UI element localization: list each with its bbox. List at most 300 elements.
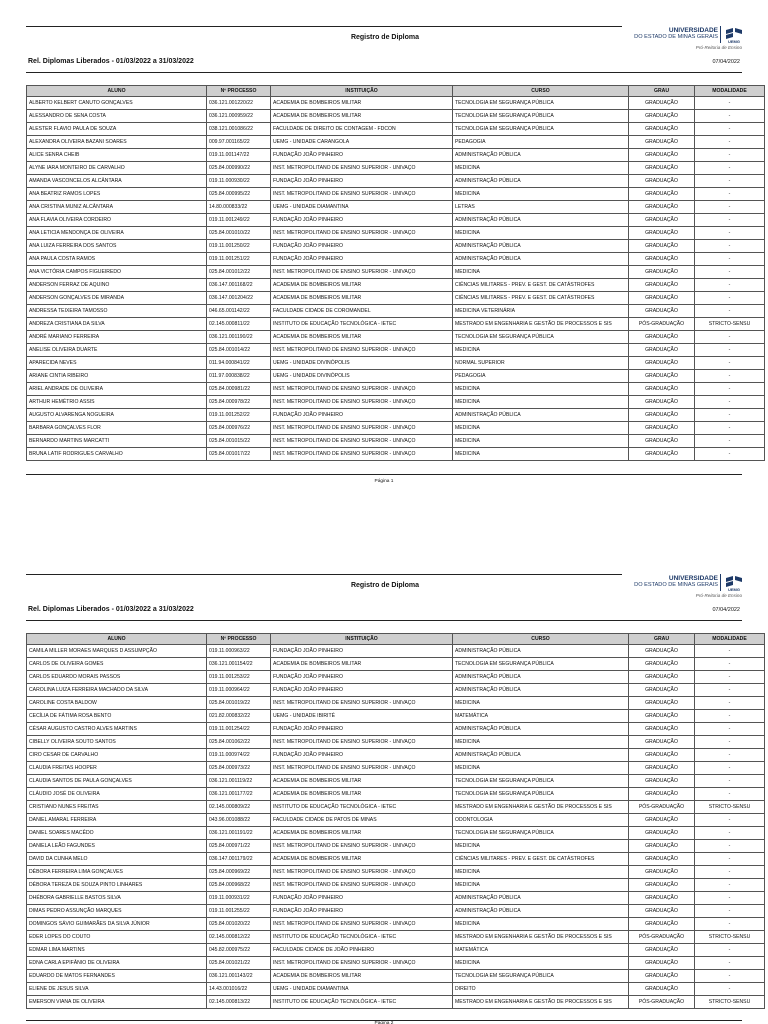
instituicao-header: INSTITUIÇÃO bbox=[271, 86, 453, 97]
table-row bbox=[27, 175, 765, 188]
modality-cell: - bbox=[695, 448, 765, 461]
process-number-cell: 025.84.000995/22 bbox=[207, 188, 271, 201]
student-name-cell: CAROLINA LUIZA FERREIRA MACHADO DA SILVA bbox=[27, 684, 207, 697]
modality-cell: - bbox=[695, 240, 765, 253]
header-rule bbox=[26, 26, 622, 27]
table-row bbox=[27, 736, 765, 749]
process-number-cell: 025.84.000978/22 bbox=[207, 396, 271, 409]
process-number-cell: 045.82.000975/22 bbox=[207, 944, 271, 957]
processo-header: Nº PROCESSO bbox=[207, 86, 271, 97]
degree-cell: GRADUAÇÃO bbox=[629, 227, 695, 240]
course-cell: TECNOLOGIA EM SEGURANÇA PÚBLICA bbox=[453, 331, 629, 344]
student-name-cell: ANA CRISTINA MUNIZ ALCÂNTARA bbox=[27, 201, 207, 214]
table-row bbox=[27, 905, 765, 918]
course-cell: TECNOLOGIA EM SEGURANÇA PÚBLICA bbox=[453, 775, 629, 788]
logo-separator bbox=[720, 574, 721, 591]
modality-cell: - bbox=[695, 983, 765, 996]
uemg-mark-icon bbox=[724, 26, 744, 44]
course-cell: MEDICINA bbox=[453, 435, 629, 448]
table-row bbox=[27, 684, 765, 697]
institution-cell: INST. METROPOLITANO DE ENSINO SUPERIOR - UNIVAÇO bbox=[271, 266, 453, 279]
modality-cell: - bbox=[695, 175, 765, 188]
student-name-cell: CAMILA MILLER MORAES MARQUES D ASSUMPÇÃO bbox=[27, 645, 207, 658]
student-name-cell: ANA BEATRIZ RAMOS LOPES bbox=[27, 188, 207, 201]
process-number-cell: 02.145.000813/22 bbox=[207, 996, 271, 1009]
institution-cell: ACADEMIA DE BOMBEIROS MILITAR bbox=[271, 788, 453, 801]
table-row bbox=[27, 879, 765, 892]
process-number-cell: 046.65.001142/22 bbox=[207, 305, 271, 318]
institution-cell: INST. METROPOLITANO DE ENSINO SUPERIOR - UNIVAÇO bbox=[271, 435, 453, 448]
modality-cell: - bbox=[695, 814, 765, 827]
course-cell: TECNOLOGIA EM SEGURANÇA PÚBLICA bbox=[453, 97, 629, 110]
degree-cell: GRADUAÇÃO bbox=[629, 957, 695, 970]
modality-cell: - bbox=[695, 331, 765, 344]
subheader-rule bbox=[26, 72, 742, 73]
table-row bbox=[27, 931, 765, 944]
degree-cell: GRADUAÇÃO bbox=[629, 97, 695, 110]
table-row bbox=[27, 775, 765, 788]
report-date: 07/04/2022 bbox=[712, 59, 740, 65]
institution-cell: INSTITUTO DE EDUCAÇÃO TECNOLÓGICA - IETEC bbox=[271, 996, 453, 1009]
report-page-2 bbox=[0, 548, 768, 1024]
instituicao-header: INSTITUIÇÃO bbox=[271, 634, 453, 645]
institution-cell: ACADEMIA DE BOMBEIROS MILITAR bbox=[271, 110, 453, 123]
modality-cell: - bbox=[695, 749, 765, 762]
degree-cell: GRADUAÇÃO bbox=[629, 866, 695, 879]
process-number-cell: 02.145.000811/22 bbox=[207, 318, 271, 331]
degree-cell: GRADUAÇÃO bbox=[629, 188, 695, 201]
table-row bbox=[27, 983, 765, 996]
table-row bbox=[27, 970, 765, 983]
modality-cell: - bbox=[695, 292, 765, 305]
course-cell: TECNOLOGIA EM SEGURANÇA PÚBLICA bbox=[453, 788, 629, 801]
modality-cell: - bbox=[695, 214, 765, 227]
diplomas-table bbox=[26, 633, 765, 1009]
institution-cell: INST. METROPOLITANO DE ENSINO SUPERIOR - UNIVAÇO bbox=[271, 227, 453, 240]
logo-line-2: DO ESTADO DE MINAS GERAIS bbox=[634, 34, 718, 40]
institution-cell: INSTITUTO DE EDUCAÇÃO TECNOLÓGICA - IETEC bbox=[271, 318, 453, 331]
student-name-cell: BARBARA GONÇALVES FLOR bbox=[27, 422, 207, 435]
student-name-cell: ALESTER FLAVIO PAULA DE SOUZA bbox=[27, 123, 207, 136]
table-row bbox=[27, 110, 765, 123]
modality-cell: - bbox=[695, 866, 765, 879]
table-row bbox=[27, 344, 765, 357]
modality-cell: - bbox=[695, 892, 765, 905]
degree-cell: GRADUAÇÃO bbox=[629, 827, 695, 840]
student-name-cell: CLAUDIA FREITAS HOOPER bbox=[27, 762, 207, 775]
student-name-cell: CARLOS EDUARDO MORAIS PASSOS bbox=[27, 671, 207, 684]
process-number-cell: 019.11.001249/22 bbox=[207, 214, 271, 227]
course-cell: ADMINISTRAÇÃO PÚBLICA bbox=[453, 214, 629, 227]
process-number-cell: 036.147.001179/22 bbox=[207, 853, 271, 866]
degree-cell: GRADUAÇÃO bbox=[629, 292, 695, 305]
table-row bbox=[27, 710, 765, 723]
degree-cell: GRADUAÇÃO bbox=[629, 736, 695, 749]
table-row bbox=[27, 827, 765, 840]
course-cell: MESTRADO EM ENGENHARIA E GESTÃO DE PROCESSOS E SIS bbox=[453, 318, 629, 331]
process-number-cell: 025.84.000971/22 bbox=[207, 840, 271, 853]
degree-cell: GRADUAÇÃO bbox=[629, 396, 695, 409]
degree-cell: GRADUAÇÃO bbox=[629, 253, 695, 266]
process-number-cell: 025.84.000990/22 bbox=[207, 162, 271, 175]
modality-cell: - bbox=[695, 840, 765, 853]
table-row bbox=[27, 97, 765, 110]
degree-cell: GRADUAÇÃO bbox=[629, 240, 695, 253]
modality-cell: - bbox=[695, 162, 765, 175]
course-cell: TECNOLOGIA EM SEGURANÇA PÚBLICA bbox=[453, 658, 629, 671]
course-cell: ODONTOLOGIA bbox=[453, 814, 629, 827]
degree-cell: GRADUAÇÃO bbox=[629, 788, 695, 801]
process-number-cell: 02.145.000809/22 bbox=[207, 801, 271, 814]
course-cell: NORMAL SUPERIOR bbox=[453, 357, 629, 370]
course-cell: TECNOLOGIA EM SEGURANÇA PÚBLICA bbox=[453, 123, 629, 136]
process-number-cell: 036.121.001191/22 bbox=[207, 827, 271, 840]
degree-cell: GRADUAÇÃO bbox=[629, 357, 695, 370]
table-row bbox=[27, 723, 765, 736]
institution-cell: INST. METROPOLITANO DE ENSINO SUPERIOR - UNIVAÇO bbox=[271, 383, 453, 396]
degree-cell: GRADUAÇÃO bbox=[629, 123, 695, 136]
process-number-cell: 036.121.001154/22 bbox=[207, 658, 271, 671]
modality-cell: - bbox=[695, 957, 765, 970]
modality-cell: - bbox=[695, 136, 765, 149]
course-cell: PEDAGOGIA bbox=[453, 136, 629, 149]
table-row bbox=[27, 645, 765, 658]
table-row bbox=[27, 866, 765, 879]
student-name-cell: ANA PAULA COSTA RAMOS bbox=[27, 253, 207, 266]
svg-text:UEMG: UEMG bbox=[728, 39, 740, 44]
degree-cell: GRADUAÇÃO bbox=[629, 918, 695, 931]
student-name-cell: ANA LETICIA MENDONÇA DE OLIVEIRA bbox=[27, 227, 207, 240]
institution-cell: ACADEMIA DE BOMBEIROS MILITAR bbox=[271, 279, 453, 292]
table-row bbox=[27, 762, 765, 775]
student-name-cell: EMERSON VIANA DE OLIVEIRA bbox=[27, 996, 207, 1009]
course-cell: PEDAGOGIA bbox=[453, 370, 629, 383]
student-name-cell: BRUNA LATIF RODRIGUES CARVALHO bbox=[27, 448, 207, 461]
degree-cell: GRADUAÇÃO bbox=[629, 944, 695, 957]
modality-cell: - bbox=[695, 149, 765, 162]
table-row bbox=[27, 149, 765, 162]
course-cell: ADMINISTRAÇÃO PÚBLICA bbox=[453, 684, 629, 697]
course-cell: MEDICINA VETERINÁRIA bbox=[453, 305, 629, 318]
modality-cell: - bbox=[695, 853, 765, 866]
degree-cell: GRADUAÇÃO bbox=[629, 892, 695, 905]
process-number-cell: 019.11.001251/22 bbox=[207, 253, 271, 266]
student-name-cell: ALESSANDRO DE SENA COSTA bbox=[27, 110, 207, 123]
degree-cell: GRADUAÇÃO bbox=[629, 710, 695, 723]
institution-cell: FUNDAÇÃO JOÃO PINHEIRO bbox=[271, 645, 453, 658]
student-name-cell: EDER LOPES DO COUTO bbox=[27, 931, 207, 944]
table-row bbox=[27, 240, 765, 253]
institution-cell: FUNDAÇÃO JOÃO PINHEIRO bbox=[271, 149, 453, 162]
logo-separator bbox=[720, 26, 721, 43]
table-row bbox=[27, 253, 765, 266]
course-cell: MEDICINA bbox=[453, 840, 629, 853]
course-cell: MEDICINA bbox=[453, 736, 629, 749]
institution-cell: FACULDADE CIDADE DE COROMANDEL bbox=[271, 305, 453, 318]
modality-cell: - bbox=[695, 188, 765, 201]
process-number-cell: 011.97.000838/22 bbox=[207, 370, 271, 383]
degree-cell: GRADUAÇÃO bbox=[629, 905, 695, 918]
table-row bbox=[27, 123, 765, 136]
table-row bbox=[27, 749, 765, 762]
table-row bbox=[27, 266, 765, 279]
student-name-cell: EDNA CARLA EPIFÂNIO DE OLIVEIRA bbox=[27, 957, 207, 970]
page-number: Página 2 bbox=[374, 1021, 394, 1024]
table-row bbox=[27, 396, 765, 409]
course-cell: ADMINISTRAÇÃO PÚBLICA bbox=[453, 253, 629, 266]
course-cell: ADMINISTRAÇÃO PÚBLICA bbox=[453, 723, 629, 736]
student-name-cell: DHÉBORA GABRIELLE BASTOS SILVA bbox=[27, 892, 207, 905]
institution-cell: FUNDAÇÃO JOÃO PINHEIRO bbox=[271, 214, 453, 227]
course-cell: MEDICINA bbox=[453, 344, 629, 357]
student-name-cell: DOMINGOS SÁVIO GUIMARÃES DA SILVA JÚNIOR bbox=[27, 918, 207, 931]
course-cell: MEDICINA bbox=[453, 396, 629, 409]
process-number-cell: 019.11.001147/22 bbox=[207, 149, 271, 162]
modality-cell: - bbox=[695, 671, 765, 684]
process-number-cell: 009.97.001165/22 bbox=[207, 136, 271, 149]
institution-cell: UEMG - UNIDADE DIAMANTINA bbox=[271, 983, 453, 996]
student-name-cell: DANIELA LEÃO FAGUNDES bbox=[27, 840, 207, 853]
modality-cell: - bbox=[695, 279, 765, 292]
institution-cell: FUNDAÇÃO JOÃO PINHEIRO bbox=[271, 240, 453, 253]
process-number-cell: 036.147.001168/22 bbox=[207, 279, 271, 292]
institution-cell: INST. METROPOLITANO DE ENSINO SUPERIOR - UNIVAÇO bbox=[271, 344, 453, 357]
degree-cell: GRADUAÇÃO bbox=[629, 331, 695, 344]
table-body bbox=[27, 97, 765, 461]
process-number-cell: 025.84.001020/22 bbox=[207, 918, 271, 931]
course-cell: ADMINISTRAÇÃO PÚBLICA bbox=[453, 749, 629, 762]
grau-header: GRAU bbox=[629, 86, 695, 97]
process-number-cell: 019.11.000964/22 bbox=[207, 684, 271, 697]
table-row bbox=[27, 331, 765, 344]
table-row bbox=[27, 892, 765, 905]
modality-cell: - bbox=[695, 684, 765, 697]
student-name-cell: ARIANE CINTIA RIBEIRO bbox=[27, 370, 207, 383]
modality-cell: - bbox=[695, 788, 765, 801]
course-cell: MEDICINA bbox=[453, 162, 629, 175]
course-cell: MESTRADO EM ENGENHARIA E GESTÃO DE PROCESSOS E SIS bbox=[453, 801, 629, 814]
student-name-cell: ALBERTO KELBERT CANUTO GONÇALVES bbox=[27, 97, 207, 110]
student-name-cell: CIRO CESAR DE CARVALHO bbox=[27, 749, 207, 762]
degree-cell: GRADUAÇÃO bbox=[629, 435, 695, 448]
student-name-cell: BERNARDO MARTINS MARCATTI bbox=[27, 435, 207, 448]
course-cell: MEDICINA bbox=[453, 762, 629, 775]
course-cell: CIÊNCIAS MILITARES - PREV. E GEST. DE CATÁSTROFES bbox=[453, 292, 629, 305]
course-cell: MATEMÁTICA bbox=[453, 944, 629, 957]
process-number-cell: 025.84.001014/22 bbox=[207, 344, 271, 357]
process-number-cell: 036.121.000959/22 bbox=[207, 110, 271, 123]
student-name-cell: ANDRÉ MARIANO FERREIRA bbox=[27, 331, 207, 344]
course-cell: MEDICINA bbox=[453, 957, 629, 970]
table-body bbox=[27, 645, 765, 1009]
course-cell: TECNOLOGIA EM SEGURANÇA PÚBLICA bbox=[453, 970, 629, 983]
institution-cell: INST. METROPOLITANO DE ENSINO SUPERIOR - UNIVAÇO bbox=[271, 697, 453, 710]
footer-rule bbox=[26, 474, 742, 475]
student-name-cell: ANELISE OLIVEIRA DUARTE bbox=[27, 344, 207, 357]
course-cell: MEDICINA bbox=[453, 918, 629, 931]
modality-cell: - bbox=[695, 775, 765, 788]
page-number: Página 1 bbox=[374, 479, 394, 484]
degree-cell: GRADUAÇÃO bbox=[629, 775, 695, 788]
course-cell: LETRAS bbox=[453, 201, 629, 214]
course-cell: TECNOLOGIA EM SEGURANÇA PÚBLICA bbox=[453, 110, 629, 123]
modality-cell: - bbox=[695, 227, 765, 240]
process-number-cell: 019.11.001254/22 bbox=[207, 723, 271, 736]
subheader-rule bbox=[26, 620, 742, 621]
modality-cell: - bbox=[695, 266, 765, 279]
course-cell: ADMINISTRAÇÃO PÚBLICA bbox=[453, 149, 629, 162]
course-cell: DIREITO bbox=[453, 983, 629, 996]
institution-cell: UEMG - UNIDADE DIVINÓPOLIS bbox=[271, 370, 453, 383]
modality-cell: - bbox=[695, 97, 765, 110]
table-row bbox=[27, 227, 765, 240]
course-cell: MEDICINA bbox=[453, 188, 629, 201]
course-cell: MEDICINA bbox=[453, 383, 629, 396]
institution-cell: ACADEMIA DE BOMBEIROS MILITAR bbox=[271, 970, 453, 983]
modality-cell: - bbox=[695, 645, 765, 658]
degree-cell: GRADUAÇÃO bbox=[629, 749, 695, 762]
modality-cell: - bbox=[695, 201, 765, 214]
report-page-1 bbox=[0, 0, 768, 500]
institution-cell: UEMG - UNIDADE DIAMANTINA bbox=[271, 201, 453, 214]
process-number-cell: 025.84.001010/22 bbox=[207, 227, 271, 240]
process-number-cell: 025.84.000969/22 bbox=[207, 866, 271, 879]
process-number-cell: 038.121.001086/22 bbox=[207, 123, 271, 136]
institution-cell: FUNDAÇÃO JOÃO PINHEIRO bbox=[271, 253, 453, 266]
process-number-cell: 02.145.000812/22 bbox=[207, 931, 271, 944]
table-row bbox=[27, 214, 765, 227]
modality-cell: - bbox=[695, 357, 765, 370]
degree-cell: GRADUAÇÃO bbox=[629, 305, 695, 318]
degree-cell: GRADUAÇÃO bbox=[629, 645, 695, 658]
table-row bbox=[27, 292, 765, 305]
degree-cell: GRADUAÇÃO bbox=[629, 840, 695, 853]
course-cell: MEDICINA bbox=[453, 448, 629, 461]
table-row bbox=[27, 996, 765, 1009]
curso-header: CURSO bbox=[453, 634, 629, 645]
process-number-cell: 036.121.001220/22 bbox=[207, 97, 271, 110]
institution-cell: INST. METROPOLITANO DE ENSINO SUPERIOR - UNIVAÇO bbox=[271, 396, 453, 409]
institution-cell: FACULDADE CIDADE DE JOÃO PINHEIRO bbox=[271, 944, 453, 957]
processo-header: Nº PROCESSO bbox=[207, 634, 271, 645]
header-rule bbox=[26, 574, 622, 575]
course-cell: MEDICINA bbox=[453, 227, 629, 240]
degree-cell: GRADUAÇÃO bbox=[629, 383, 695, 396]
institution-cell: FUNDAÇÃO JOÃO PINHEIRO bbox=[271, 723, 453, 736]
degree-cell: GRADUAÇÃO bbox=[629, 175, 695, 188]
process-number-cell: 036.147.001204/22 bbox=[207, 292, 271, 305]
institution-cell: ACADEMIA DE BOMBEIROS MILITAR bbox=[271, 331, 453, 344]
process-number-cell: 019.11.001252/22 bbox=[207, 409, 271, 422]
process-number-cell: 019.11.001255/22 bbox=[207, 905, 271, 918]
degree-cell: GRADUAÇÃO bbox=[629, 201, 695, 214]
logo-line-1: UNIVERSIDADE bbox=[668, 27, 718, 34]
student-name-cell: ARIEL ANDRADE DE OLIVEIRA bbox=[27, 383, 207, 396]
table-row bbox=[27, 136, 765, 149]
student-name-cell: ALICE SENRA CHEIB bbox=[27, 149, 207, 162]
modality-cell: - bbox=[695, 110, 765, 123]
institution-cell: FACULDADE CIDADE DE PATOS DE MINAS bbox=[271, 814, 453, 827]
institution-cell: FUNDAÇÃO JOÃO PINHEIRO bbox=[271, 671, 453, 684]
course-cell: MEDICINA bbox=[453, 697, 629, 710]
institution-cell: FUNDAÇÃO JOÃO PINHEIRO bbox=[271, 409, 453, 422]
course-cell: MESTRADO EM ENGENHARIA E GESTÃO DE PROCESSOS E SIS bbox=[453, 931, 629, 944]
student-name-cell: DAVID DA CUNHA MELO bbox=[27, 853, 207, 866]
institution-cell: ACADEMIA DE BOMBEIROS MILITAR bbox=[271, 853, 453, 866]
degree-cell: GRADUAÇÃO bbox=[629, 266, 695, 279]
logo-subtitle: Pró-Reitoria de Ensino bbox=[695, 45, 742, 50]
table-row bbox=[27, 671, 765, 684]
degree-cell: PÓS-GRADUAÇÃO bbox=[629, 931, 695, 944]
student-name-cell: CIBELLY OLIVEIRA SOUTO SANTOS bbox=[27, 736, 207, 749]
student-name-cell: EDMAR LIMA MARTINS bbox=[27, 944, 207, 957]
student-name-cell: CRISTIANO NUNES FREITAS bbox=[27, 801, 207, 814]
institution-cell: ACADEMIA DE BOMBEIROS MILITAR bbox=[271, 97, 453, 110]
curso-header: CURSO bbox=[453, 86, 629, 97]
table-header-row bbox=[27, 86, 765, 97]
report-title: Rel. Diplomas Liberados - 01/03/2022 a 31/03/2022 bbox=[28, 58, 194, 65]
table-row bbox=[27, 162, 765, 175]
course-cell: ADMINISTRAÇÃO PÚBLICA bbox=[453, 892, 629, 905]
course-cell: ADMINISTRAÇÃO PÚBLICA bbox=[453, 671, 629, 684]
modality-cell: - bbox=[695, 918, 765, 931]
student-name-cell: DANIEL AMARAL FERREIRA bbox=[27, 814, 207, 827]
uemg-mark-icon bbox=[724, 574, 744, 592]
degree-cell: GRADUAÇÃO bbox=[629, 136, 695, 149]
process-number-cell: 036.121.001119/22 bbox=[207, 775, 271, 788]
process-number-cell: 025.84.000973/22 bbox=[207, 762, 271, 775]
table-row bbox=[27, 357, 765, 370]
modality-cell: - bbox=[695, 658, 765, 671]
modality-cell: - bbox=[695, 944, 765, 957]
institution-cell: FUNDAÇÃO JOÃO PINHEIRO bbox=[271, 749, 453, 762]
process-number-cell: 14.80.000833/22 bbox=[207, 201, 271, 214]
degree-cell: GRADUAÇÃO bbox=[629, 853, 695, 866]
institution-cell: INST. METROPOLITANO DE ENSINO SUPERIOR - UNIVAÇO bbox=[271, 957, 453, 970]
modality-cell: - bbox=[695, 409, 765, 422]
modality-cell: - bbox=[695, 723, 765, 736]
institution-cell: INSTITUTO DE EDUCAÇÃO TECNOLÓGICA - IETEC bbox=[271, 801, 453, 814]
table-row bbox=[27, 853, 765, 866]
process-number-cell: 025.84.000976/22 bbox=[207, 422, 271, 435]
student-name-cell: ANA FLAVIA OLIVEIRA CORDEIRO bbox=[27, 214, 207, 227]
modality-cell: STRICTO-SENSU bbox=[695, 931, 765, 944]
course-cell: ADMINISTRAÇÃO PÚBLICA bbox=[453, 175, 629, 188]
institution-cell: ACADEMIA DE BOMBEIROS MILITAR bbox=[271, 658, 453, 671]
table-row bbox=[27, 409, 765, 422]
process-number-cell: 025.84.001012/22 bbox=[207, 266, 271, 279]
institution-cell: FACULDADE DE DIREITO DE CONTAGEM - FDCON bbox=[271, 123, 453, 136]
institution-cell: FUNDAÇÃO JOÃO PINHEIRO bbox=[271, 905, 453, 918]
modality-cell: - bbox=[695, 905, 765, 918]
modality-cell: - bbox=[695, 305, 765, 318]
process-number-cell: 019.11.001250/22 bbox=[207, 240, 271, 253]
student-name-cell: CECÍLIA DE FÁTIMA ROSA BENTO bbox=[27, 710, 207, 723]
degree-cell: PÓS-GRADUAÇÃO bbox=[629, 801, 695, 814]
student-name-cell: ANA VICTÓRIA CAMPOS FIGUEIREDO bbox=[27, 266, 207, 279]
modality-cell: - bbox=[695, 970, 765, 983]
modalidade-header: MODALIDADE bbox=[695, 86, 765, 97]
modality-cell: - bbox=[695, 710, 765, 723]
table-row bbox=[27, 918, 765, 931]
uemg-logo bbox=[630, 24, 748, 54]
table-row bbox=[27, 788, 765, 801]
process-number-cell: 036.121.001143/22 bbox=[207, 970, 271, 983]
student-name-cell: APARECIDA NEVES bbox=[27, 357, 207, 370]
process-number-cell: 025.84.001062/22 bbox=[207, 736, 271, 749]
degree-cell: GRADUAÇÃO bbox=[629, 448, 695, 461]
degree-cell: GRADUAÇÃO bbox=[629, 697, 695, 710]
